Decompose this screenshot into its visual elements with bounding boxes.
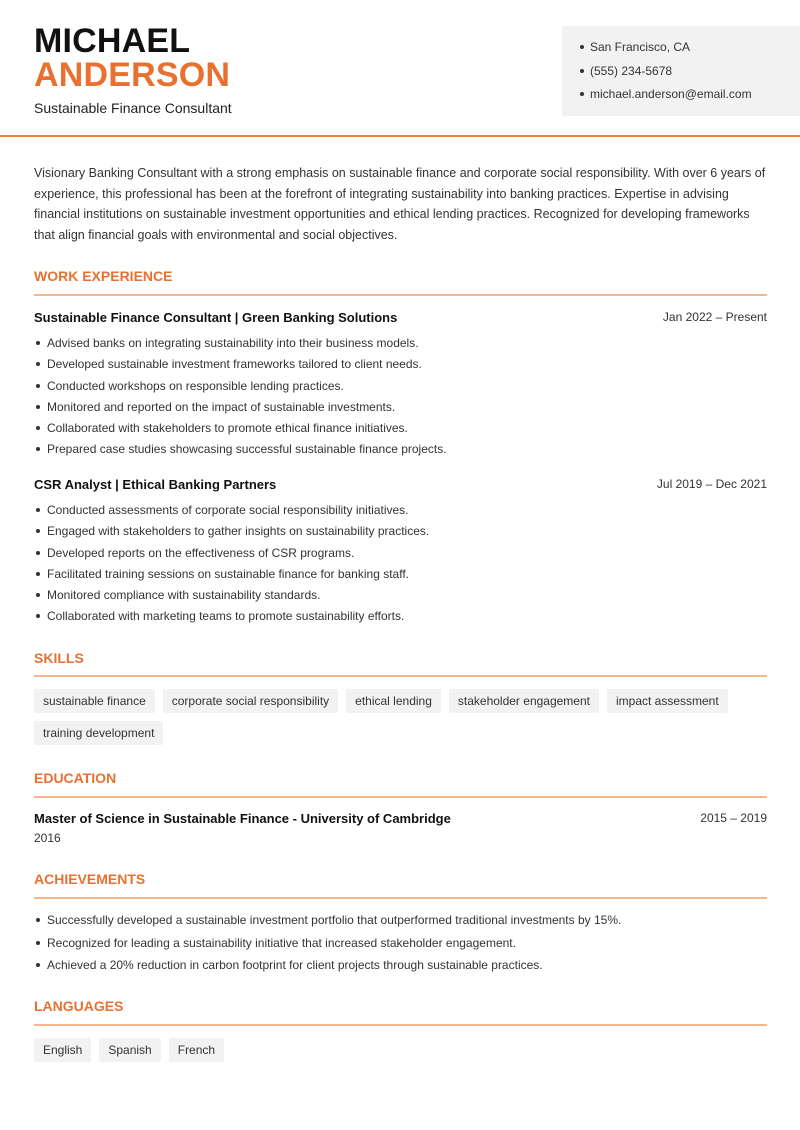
skill-tag: training development (34, 721, 163, 745)
list-item: Facilitated training sessions on sustainable finance for banking staff. (34, 566, 767, 587)
contact-phone: (555) 234-5678 (580, 63, 800, 87)
section-divider (34, 294, 767, 296)
list-item: Conducted workshops on responsible lending practices. (34, 378, 767, 399)
list-item: Achieved a 20% reduction in carbon footprint for client projects through sustainable practices. (34, 957, 767, 980)
list-item: Monitored and reported on the impact of sustainable investments. (34, 399, 767, 420)
education-entry-header (34, 811, 767, 829)
education-dates: 2015 – 2019 (700, 811, 767, 825)
skill-tag: corporate social responsibility (163, 689, 338, 713)
list-item: Collaborated with stakeholders to promote ethical finance initiatives. (34, 420, 767, 441)
languages-tag-list (34, 1038, 774, 1062)
job-bullet-list (34, 335, 767, 463)
skills-tag-list (34, 689, 774, 745)
job-title: Sustainable Finance Consultant (34, 100, 232, 116)
language-tag: Spanish (99, 1038, 160, 1062)
languages-heading: LANGUAGES (34, 998, 124, 1014)
education-year: 2016 (34, 831, 61, 845)
first-name: MICHAEL (34, 22, 191, 60)
list-item: Engaged with stakeholders to gather insights on sustainability practices. (34, 523, 767, 544)
skills-heading: SKILLS (34, 650, 84, 666)
list-item: Conducted assessments of corporate social responsibility initiatives. (34, 502, 767, 523)
list-item: Prepared case studies showcasing successful sustainable finance projects. (34, 441, 767, 462)
skill-tag: sustainable finance (34, 689, 155, 713)
achievements-list (34, 912, 767, 980)
contact-box (562, 26, 800, 116)
contact-location: San Francisco, CA (580, 39, 800, 63)
section-divider (34, 796, 767, 798)
education-heading: EDUCATION (34, 770, 117, 786)
job-dates: Jan 2022 – Present (662, 310, 767, 324)
job-role: Sustainable Finance Consultant | Green Banking Solutions (34, 310, 398, 325)
section-divider (34, 1024, 767, 1026)
list-item: Recognized for leading a sustainability initiative that increased stakeholder engagement. (34, 935, 767, 958)
section-divider (34, 897, 767, 899)
job-entry-header (34, 310, 767, 328)
list-item: Advised banks on integrating sustainability into their business models. (34, 335, 767, 356)
skill-tag: stakeholder engagement (449, 689, 599, 713)
contact-email[interactable]: michael.anderson@email.com (580, 86, 800, 110)
resume-header (0, 0, 800, 137)
list-item: Successfully developed a sustainable investment portfolio that outperformed traditional investments by 15%. (34, 912, 767, 935)
skill-tag: ethical lending (346, 689, 441, 713)
list-item: Developed reports on the effectiveness of CSR programs. (34, 545, 767, 566)
list-item: Monitored compliance with sustainability standards. (34, 587, 767, 608)
list-item: Developed sustainable investment frameworks tailored to client needs. (34, 356, 767, 377)
job-entry-header (34, 477, 767, 495)
last-name: ANDERSON (34, 56, 231, 94)
work-experience-heading: WORK EXPERIENCE (34, 268, 173, 284)
language-tag: French (169, 1038, 224, 1062)
skill-tag: impact assessment (607, 689, 728, 713)
list-item: Collaborated with marketing teams to promote sustainability efforts. (34, 608, 767, 629)
achievements-heading: ACHIEVEMENTS (34, 871, 146, 887)
job-role: CSR Analyst | Ethical Banking Partners (34, 477, 277, 492)
job-bullet-list (34, 502, 767, 630)
job-dates: Jul 2019 – Dec 2021 (656, 477, 767, 491)
education-degree: Master of Science in Sustainable Finance - University of Cambridge (34, 811, 451, 826)
summary-paragraph: Visionary Banking Consultant with a strong emphasis on sustainable finance and corporate social responsibility. With over 6 years of experience, this professional has been at the forefront of integrating sustainability into banking practices. Expertise in advising financial institutions on sustainable investment opportunities and ethical lending practices. Recognized for developing frameworks that align financial goals with environmental and social objectives. (34, 166, 766, 243)
section-divider (34, 675, 767, 677)
language-tag: English (34, 1038, 91, 1062)
